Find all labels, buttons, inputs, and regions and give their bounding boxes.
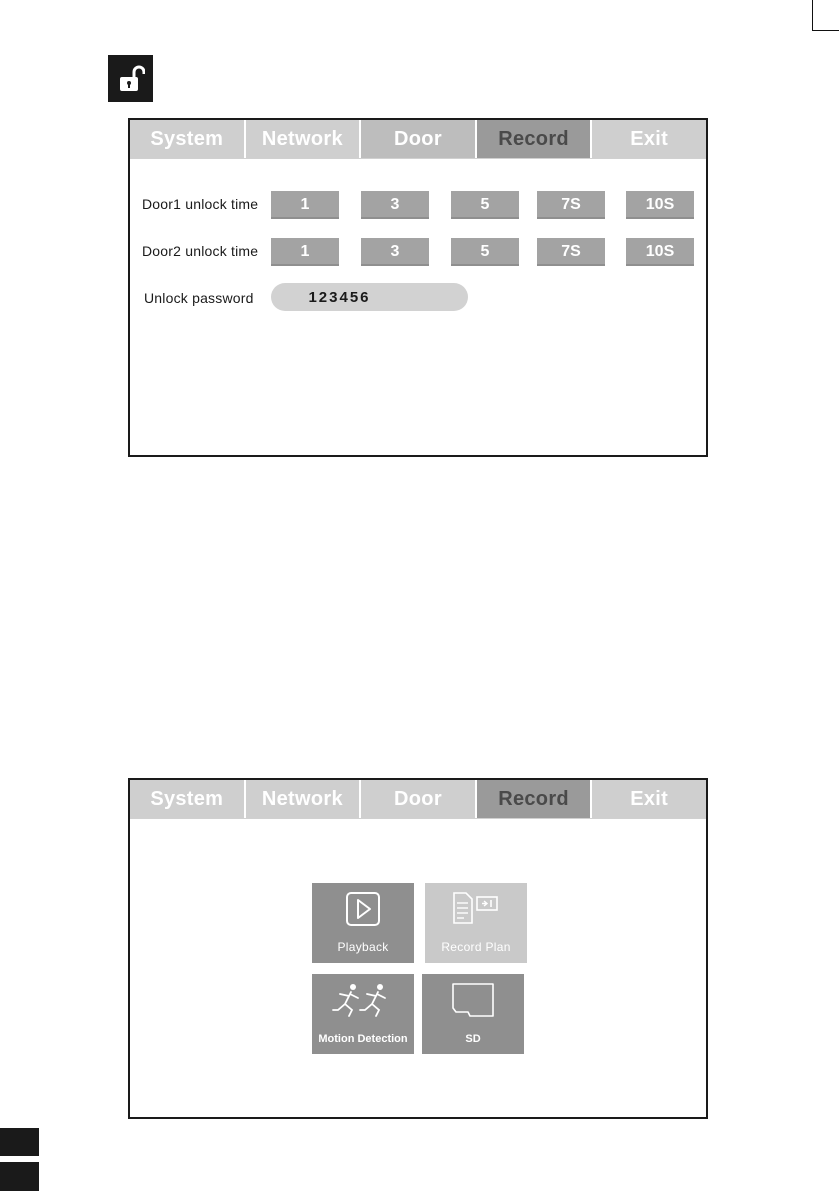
page-marker-top	[0, 1128, 39, 1156]
tab-door[interactable]: Door	[361, 780, 477, 818]
record-plan-icon	[446, 889, 506, 929]
tab-exit[interactable]: Exit	[592, 120, 706, 158]
tab-bar	[130, 780, 706, 819]
door1-option-3[interactable]: 3	[361, 191, 429, 219]
playback-label: Playback	[337, 940, 389, 954]
sd-label: SD	[465, 1033, 481, 1045]
door2-unlock-time-label: Door2 unlock time	[142, 243, 259, 259]
record-menu-panel	[128, 778, 708, 1119]
page-marker-bottom	[0, 1162, 39, 1191]
door2-option-10s[interactable]: 10S	[626, 238, 694, 266]
playback-tile[interactable]	[312, 883, 414, 963]
unlock-password-label: Unlock password	[144, 290, 254, 306]
motion-detection-tile[interactable]	[312, 974, 414, 1054]
door2-option-1[interactable]: 1	[271, 238, 339, 266]
door1-option-7s[interactable]: 7S	[537, 191, 605, 219]
record-plan-label: Record Plan	[441, 940, 511, 954]
tab-door[interactable]: Door	[361, 120, 477, 158]
door1-option-10s[interactable]: 10S	[626, 191, 694, 219]
crop-mark-right	[812, 30, 839, 31]
play-icon	[342, 889, 384, 929]
door1-option-1[interactable]: 1	[271, 191, 339, 219]
tab-system[interactable]: System	[130, 780, 246, 818]
door-settings-panel	[128, 118, 708, 457]
unlock-password-field[interactable]	[271, 283, 468, 311]
tab-record[interactable]: Record	[477, 780, 593, 818]
tab-system[interactable]: System	[130, 120, 246, 158]
tab-network[interactable]: Network	[246, 120, 362, 158]
tab-network[interactable]: Network	[246, 780, 362, 818]
sd-card-icon	[448, 980, 498, 1020]
tab-bar	[130, 120, 706, 159]
running-people-icon	[328, 980, 398, 1020]
door2-option-7s[interactable]: 7S	[537, 238, 605, 266]
crop-mark-top	[812, 0, 813, 30]
door2-option-3[interactable]: 3	[361, 238, 429, 266]
door1-option-5[interactable]: 5	[451, 191, 519, 219]
record-plan-tile[interactable]	[425, 883, 527, 963]
unlock-icon	[108, 55, 153, 102]
tab-exit[interactable]: Exit	[592, 780, 706, 818]
motion-detection-label: Motion Detection	[318, 1033, 408, 1045]
door1-unlock-time-label: Door1 unlock time	[142, 196, 259, 212]
door2-option-5[interactable]: 5	[451, 238, 519, 266]
sd-tile[interactable]	[422, 974, 524, 1054]
tab-record[interactable]: Record	[477, 120, 593, 158]
